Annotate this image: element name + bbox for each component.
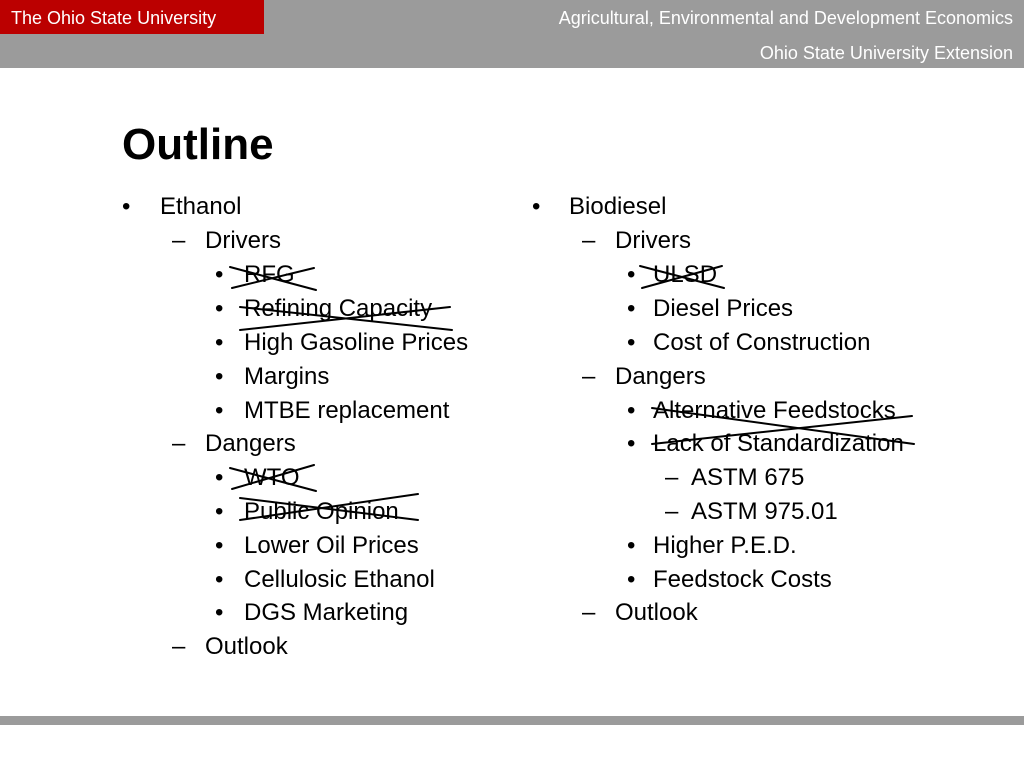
slide-title: Outline	[122, 120, 274, 169]
biodiesel-danger-item: Lack of Standardization	[653, 430, 904, 457]
biodiesel-driver-item: ULSD	[653, 261, 718, 288]
dash-icon: –	[172, 430, 186, 457]
bullet-icon: •	[215, 295, 224, 322]
bullet-icon: •	[627, 329, 636, 356]
dash-icon: –	[582, 599, 596, 626]
ethanol-drivers-label: Drivers	[205, 227, 281, 254]
biodiesel-standard-item: ASTM 675	[691, 464, 805, 491]
bullet-icon: •	[215, 261, 224, 288]
ethanol-driver-item: Refining Capacity	[244, 295, 433, 322]
department-name: Agricultural, Environmental and Development Economics	[558, 8, 1013, 28]
bullet-icon: •	[215, 397, 224, 424]
biodiesel-danger-item: Feedstock Costs	[653, 566, 832, 593]
footer-bar	[0, 716, 1024, 725]
bullet-icon: •	[215, 532, 224, 559]
ethanol-danger-item: WTO	[244, 464, 300, 491]
ethanol-driver-item: High Gasoline Prices	[244, 329, 469, 356]
biodiesel-drivers-label: Drivers	[615, 227, 691, 254]
ethanol-dangers-label: Dangers	[205, 430, 296, 457]
dash-icon: –	[582, 363, 596, 390]
ethanol-danger-item: Public Opinion	[244, 498, 399, 525]
university-badge	[0, 0, 264, 34]
biodiesel-dangers-label: Dangers	[615, 363, 706, 390]
bullet-icon: •	[532, 193, 541, 220]
ethanol-driver-item: RFG	[244, 261, 295, 288]
bullet-icon: •	[627, 430, 636, 457]
ethanol-danger-item: Cellulosic Ethanol	[244, 566, 435, 593]
bullet-icon: •	[627, 295, 636, 322]
bullet-icon: •	[215, 498, 224, 525]
biodiesel-driver-item: Cost of Construction	[653, 329, 871, 356]
bullet-icon: •	[627, 397, 636, 424]
ethanol-driver-item: Margins	[244, 363, 330, 390]
dash-icon: –	[172, 227, 186, 254]
topic-biodiesel: Biodiesel	[569, 193, 667, 220]
dash-icon: –	[582, 227, 596, 254]
ethanol-driver-item: MTBE replacement	[244, 397, 450, 424]
ethanol-danger-item: Lower Oil Prices	[244, 532, 419, 559]
biodiesel-outlook-label: Outlook	[615, 599, 698, 626]
ethanol-danger-item: DGS Marketing	[244, 599, 409, 626]
biodiesel-danger-item: Alternative Feedstocks	[653, 397, 896, 424]
bullet-icon: •	[627, 532, 636, 559]
bullet-icon: •	[215, 599, 224, 626]
topic-ethanol: Ethanol	[160, 193, 242, 220]
bullet-icon: •	[627, 566, 636, 593]
ethanol-outlook-label: Outlook	[205, 633, 288, 660]
university-name: The Ohio State University	[11, 8, 217, 28]
bullet-icon: •	[215, 566, 224, 593]
bullet-icon: •	[215, 329, 224, 356]
biodiesel-driver-item: Diesel Prices	[653, 295, 794, 322]
bullet-icon: •	[627, 261, 636, 288]
extension-name: Ohio State University Extension	[759, 43, 1013, 63]
bullet-icon: •	[215, 363, 224, 390]
bullet-icon: •	[122, 193, 131, 220]
bullet-icon: •	[215, 464, 224, 491]
dash-icon: –	[665, 498, 679, 525]
dash-icon: –	[665, 464, 679, 491]
biodiesel-standard-item: ASTM 975.01	[691, 498, 838, 525]
dash-icon: –	[172, 633, 186, 660]
header-bar	[0, 0, 1024, 68]
biodiesel-danger-item: Higher P.E.D.	[653, 532, 797, 559]
